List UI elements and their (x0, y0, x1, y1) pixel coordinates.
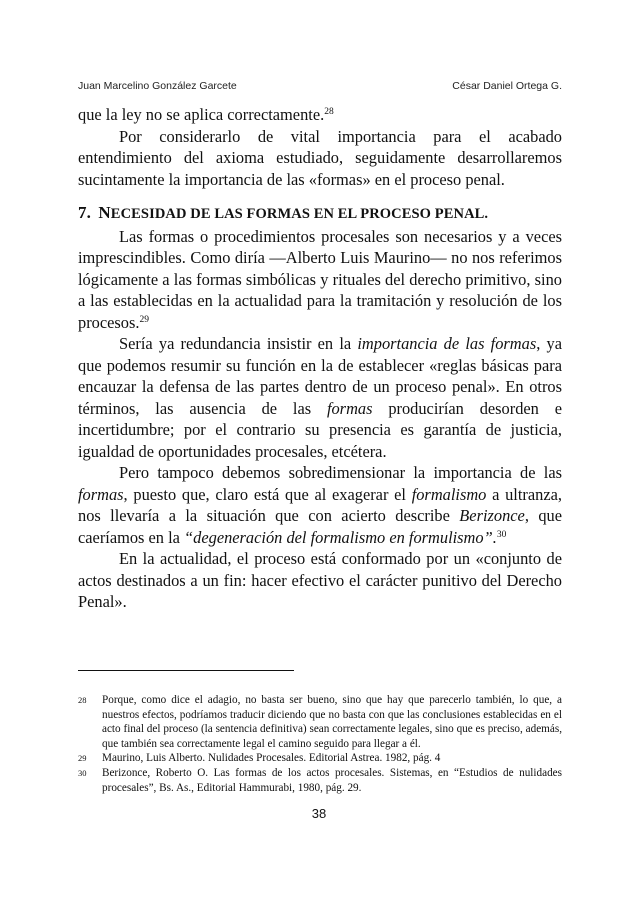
header-author-left: Juan Marcelino González Garcete (78, 80, 237, 92)
paragraph-4-italic: importancia de las formas (357, 334, 537, 353)
paragraph-4 (78, 333, 562, 462)
footnote-number: 28 (78, 695, 87, 705)
footnote-text: Porque, como dice el adagio, no basta ser bueno, sino que hay que parecerlo también, lo que, a nuestros efectos, podríamos traducir diciendo que no basta con que las conclusiones establecidas en el acto final del proceso (la sentencia definitiva) sean correctamente legales, sino que es preciso, además, que también sea correctamente legal el camino seguido para llegar a él. (102, 694, 562, 750)
paragraph-5-italic: formas (78, 484, 124, 504)
paragraph-5-italic: “degeneración del formalismo en formulismo”. (184, 527, 497, 547)
footnote-ref-28[interactable]: 28 (324, 107, 334, 117)
paragraph-5-part: Pero tampoco debemos sobredimensionar la importancia de las (119, 463, 562, 482)
footnote-text: Maurino, Luis Alberto. Nulidades Procesales. Editorial Astrea. 1982, pág. 4 (102, 752, 441, 765)
paragraph-5-part: , que caeríamos en la (78, 506, 562, 547)
paragraph-5 (78, 462, 562, 548)
paragraph-3-text: Las formas o procedimientos procesales son necesarios y a veces imprescindibles. Como diría —Alberto Luis Maurino— no nos referimos lógicamente a las formas simbólicas y rituales del derecho primitivo, sino a las establecidas en la actualidad para la tramitación y resolución de los procesos. (78, 226, 562, 332)
footnote-number: 30 (78, 767, 87, 778)
paragraph-4-part: producirían desorden e incertidumbre; por el contrario su presencia es garantía de justicia, igualdad de oportunidades procesales, etcétera. (78, 398, 562, 461)
paragraph-5-part: , puesto que, claro está que al exagerar el (123, 484, 412, 504)
paragraph-2: Por considerarlo de vital importancia para el acabado entendimiento del axioma estudiado, seguidamente desarrollaremos sucintamente la importancia de las «formas» en el proceso penal. (78, 126, 562, 189)
paragraph-6: En la actualidad, el proceso está conformado por un «conjunto de actos destinados a un fin: hacer efectivo el carácter punitivo del Derecho Penal». (78, 549, 562, 611)
page-number: 38 (311, 806, 327, 821)
section-heading (78, 202, 562, 226)
section-initial: N (98, 203, 111, 222)
paragraph-1-text: que la ley no se aplica correctamente. (78, 105, 325, 124)
footnotes (78, 693, 562, 795)
main-text (78, 104, 562, 613)
paragraph-5-italic: formalismo (411, 484, 487, 504)
running-header (78, 80, 562, 92)
paragraph-4-part: , ya que podemos resumir su función en la de establecer «reglas básicas para encauzar la defensa de las partes dentro de un proceso penal». En otros términos, las ausencia de las (78, 334, 563, 418)
section-title: ECESIDAD DE LAS FORMAS EN EL PROCESO PENAL. (110, 206, 489, 222)
footnote-number: 29 (78, 753, 87, 764)
paragraph-3 (78, 226, 562, 334)
footnote-28 (78, 693, 562, 751)
paragraph-1 (78, 104, 562, 126)
paragraph-5-part: a ultranza, nos llevaría a la situación que con acierto describe (78, 484, 562, 525)
section-number: 7. (78, 203, 91, 222)
header-author-right: César Daniel Ortega G. (452, 80, 562, 92)
footnote-ref-30[interactable]: 30 (496, 529, 507, 540)
paragraph-4-part: Sería ya redundancia insistir en la (119, 334, 358, 353)
footnote-divider (78, 670, 294, 671)
footnote-29 (78, 751, 562, 766)
paragraph-5-italic: Berizonce (459, 506, 525, 525)
paragraph-4-italic: formas (326, 398, 373, 418)
footnote-ref-29[interactable]: 29 (139, 314, 149, 325)
footnote-text: Berizonce, Roberto O. Las formas de los actos procesales. Sistemas, en “Estudios de nulidades procesales”, Bs. As., Editorial Hammurabi, 1980, pág. 29. (102, 766, 562, 794)
footnote-30 (78, 766, 562, 795)
